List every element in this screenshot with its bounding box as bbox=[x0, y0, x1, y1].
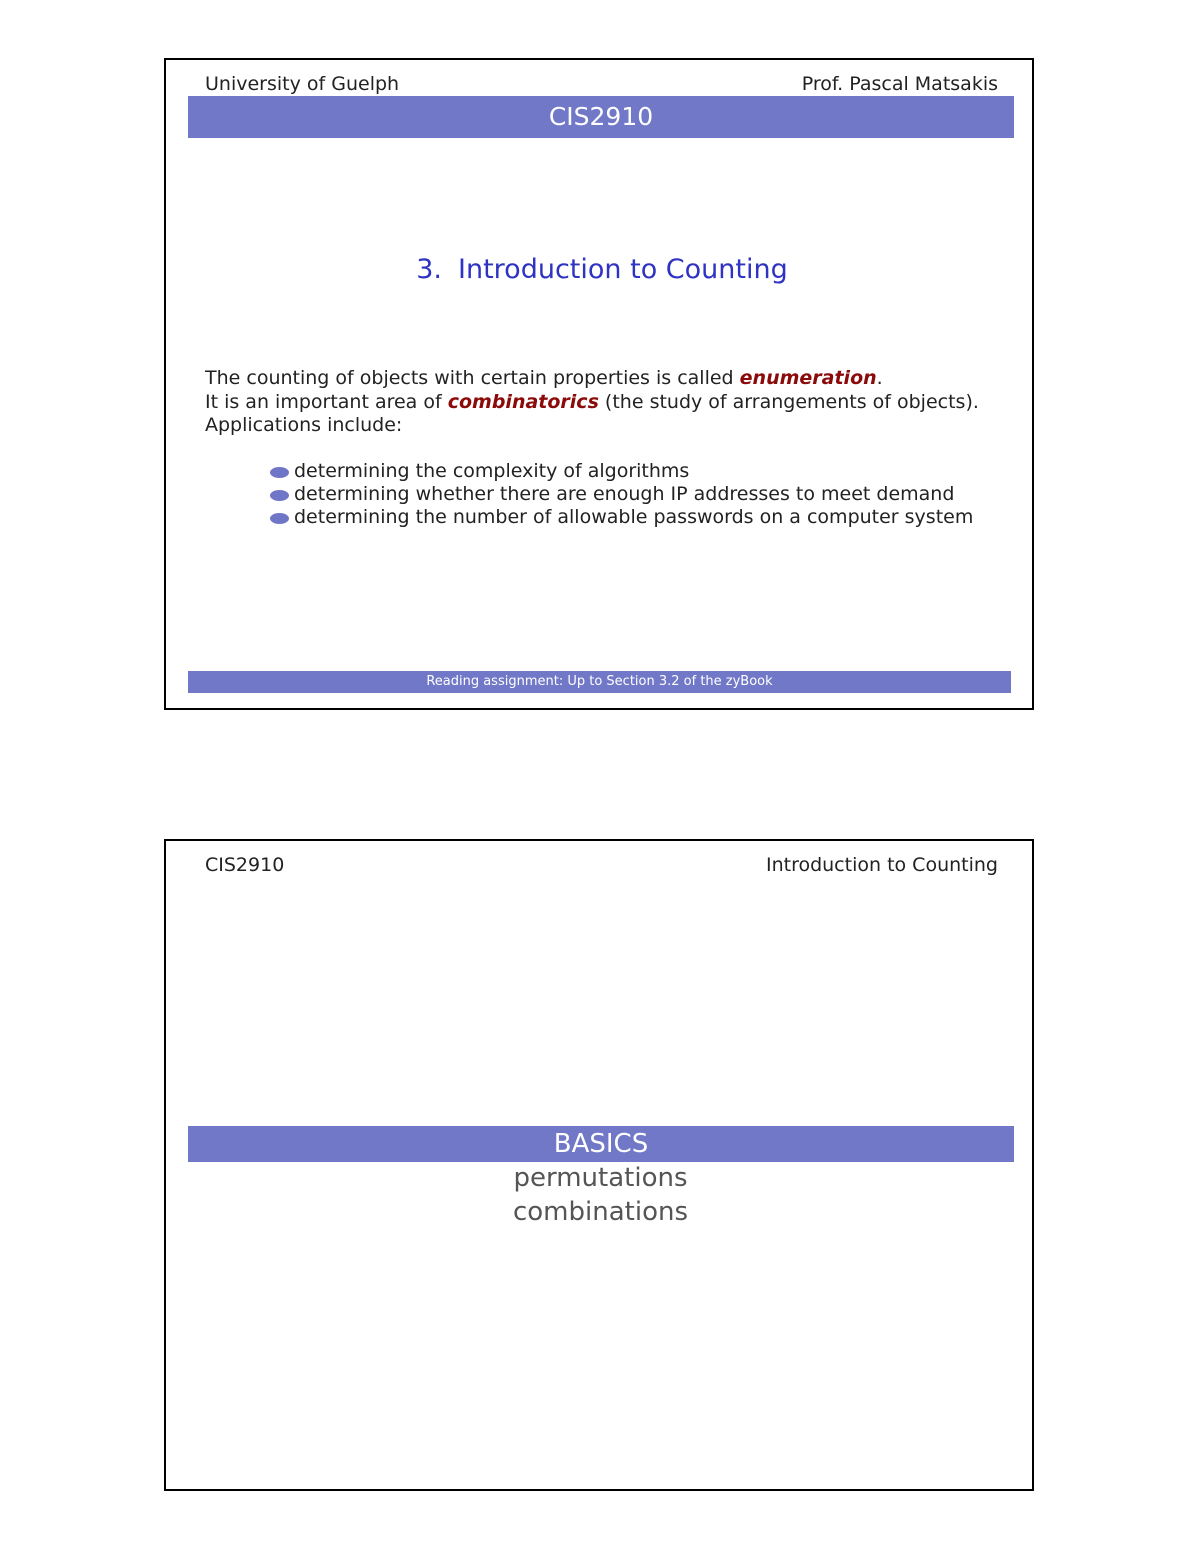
intro-line-1-text: The counting of objects with certain properties is called bbox=[205, 367, 740, 389]
intro-paragraph bbox=[205, 367, 979, 438]
intro-line-1-end: . bbox=[876, 367, 883, 389]
list-item-text: determining the complexity of algorithms bbox=[294, 460, 690, 482]
intro-line-1 bbox=[205, 367, 979, 391]
intro-line-2 bbox=[205, 391, 979, 415]
reading-assignment-footer: Reading assignment: Up to Section 3.2 of the zyBook bbox=[188, 671, 1011, 693]
list-item-text: determining the number of allowable passwords on a computer system bbox=[294, 506, 974, 529]
section-number: 3. bbox=[416, 254, 443, 285]
bullet-icon bbox=[270, 490, 289, 501]
intro-line-2-end: (the study of arrangements of objects). bbox=[598, 390, 979, 413]
term-combinatorics: combinatorics bbox=[447, 390, 599, 413]
intro-line-3: Applications include: bbox=[205, 414, 403, 436]
list-item-text: determining whether there are enough IP addresses to meet demand bbox=[294, 483, 955, 506]
basics-subitems bbox=[166, 1161, 1032, 1229]
section-title bbox=[166, 254, 1032, 285]
list-item bbox=[270, 506, 973, 529]
slide1-header-university: University of Guelph bbox=[205, 73, 400, 95]
slide2-header-course: CIS2910 bbox=[205, 854, 285, 876]
subitem-combinations: combinations bbox=[512, 1197, 689, 1227]
slide1-header-professor: Prof. Pascal Matsakis bbox=[801, 73, 998, 95]
bullet-icon bbox=[270, 467, 289, 478]
bullet-icon bbox=[270, 513, 289, 524]
slide2-header-topic: Introduction to Counting bbox=[765, 854, 998, 876]
slide-2 bbox=[164, 839, 1034, 1491]
slide-1 bbox=[164, 58, 1034, 710]
applications-list bbox=[270, 460, 973, 530]
intro-line-2-text: It is an important area of bbox=[205, 390, 448, 413]
term-enumeration: enumeration bbox=[739, 367, 877, 389]
basics-band: BASICS bbox=[188, 1126, 1014, 1162]
subitem-permutations: permutations bbox=[513, 1163, 688, 1193]
list-item bbox=[270, 483, 973, 506]
course-title-band: CIS2910 bbox=[188, 96, 1014, 138]
list-item bbox=[270, 460, 973, 483]
section-title-text: Introduction to Counting bbox=[458, 254, 788, 285]
